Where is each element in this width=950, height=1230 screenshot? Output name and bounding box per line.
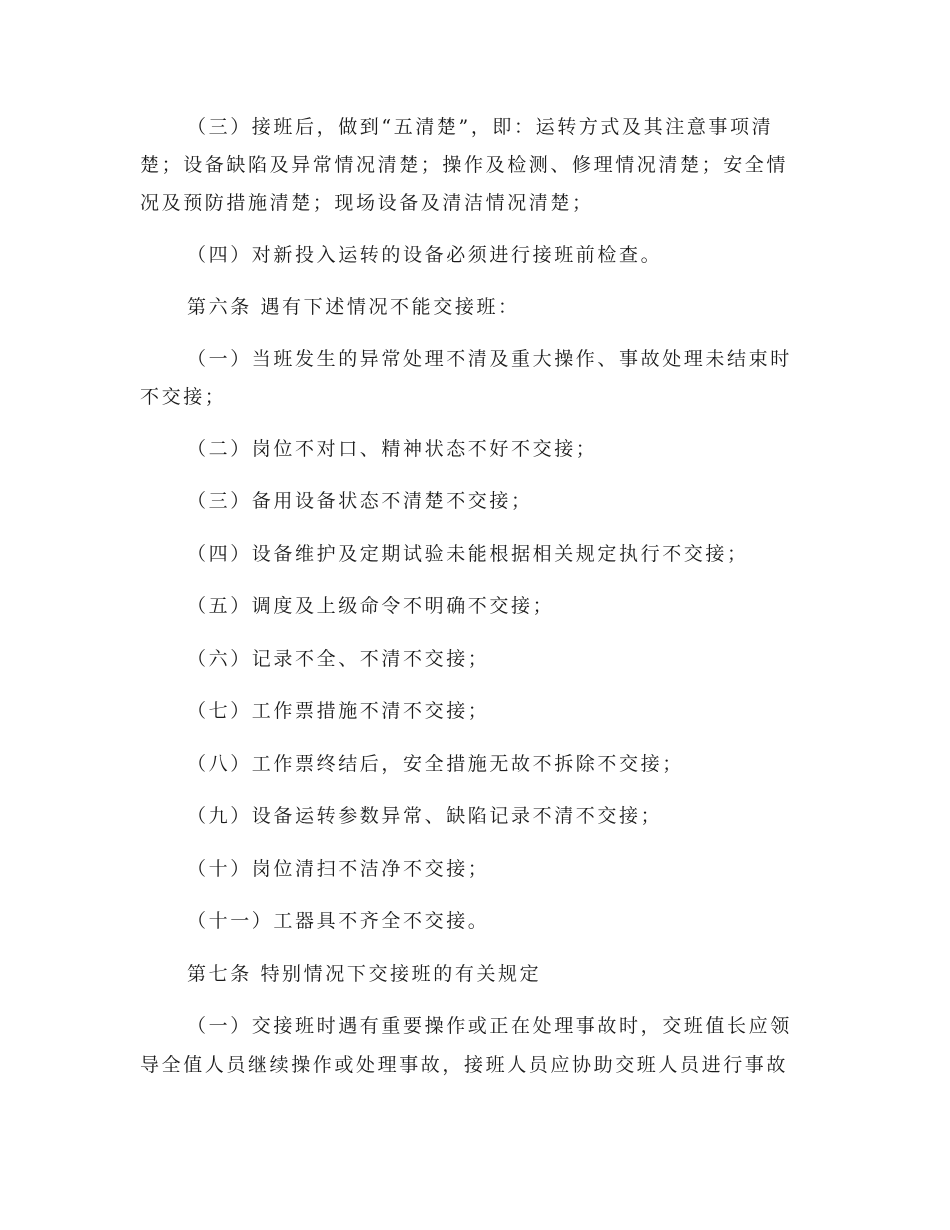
- article-6-item-6: （六）记录不全、不清不交接；: [187, 648, 490, 670]
- paragraph-3-line-3: 况及预防措施清楚；现场设备及清洁情况清楚；: [140, 192, 594, 214]
- article-6-item-8: （八）工作票终结后，安全措施无故不拆除不交接；: [187, 753, 684, 775]
- article-7-item-1-line-2: 导全值人员继续操作或处理事故，接班人员应协助交班人员进行事故: [140, 1054, 789, 1076]
- article-6-item-10: （十）岗位清扫不洁净不交接；: [187, 858, 490, 880]
- paragraph-4: （四）对新投入运转的设备必须进行接班前检查。: [187, 244, 663, 266]
- paragraph-3-line-2: 楚；设备缺陷及异常情况清楚；操作及检测、修理情况清楚；安全情: [140, 154, 789, 176]
- article-6-item-3: （三）备用设备状态不清楚不交接；: [187, 490, 533, 512]
- article-7-heading: 第七条 特别情况下交接班的有关规定: [187, 963, 542, 985]
- article-6-heading: 第六条 遇有下述情况不能交接班：: [187, 296, 520, 318]
- article-6-item-4: （四）设备维护及定期试验未能根据相关规定执行不交接；: [187, 543, 749, 565]
- article-6-item-1-line-1: （一）当班发生的异常处理不清及重大操作、事故处理未结束时: [187, 348, 792, 370]
- article-6-item-7: （七）工作票措施不清不交接；: [187, 700, 490, 722]
- article-6-item-5: （五）调度及上级命令不明确不交接；: [187, 595, 555, 617]
- article-6-item-2: （二）岗位不对口、精神状态不好不交接；: [187, 438, 598, 460]
- article-6-item-1-line-2: 不交接；: [140, 386, 227, 408]
- article-6-item-11: （十一）工器具不齐全不交接。: [187, 910, 490, 932]
- article-6-item-9: （九）设备运转参数异常、缺陷记录不清不交接；: [187, 805, 663, 827]
- paragraph-3-line-1: （三）接班后，做到“五清楚”，即：运转方式及其注意事项清: [187, 116, 774, 138]
- article-7-item-1-line-1: （一）交接班时遇有重要操作或正在处理事故时，交班值长应领: [187, 1015, 792, 1037]
